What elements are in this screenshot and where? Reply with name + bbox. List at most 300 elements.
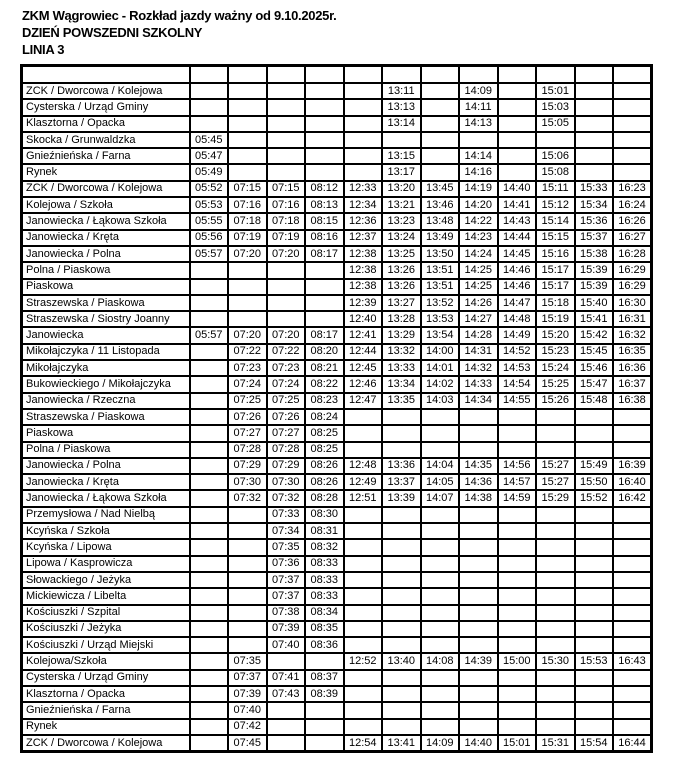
- departure-time-cell: 13:15: [382, 148, 421, 164]
- departure-time-cell: [613, 99, 652, 115]
- departure-time-cell: 16:23: [613, 181, 652, 197]
- departure-time-cell: 14:59: [498, 490, 537, 506]
- departure-time-cell: [613, 425, 652, 441]
- departure-time-cell: [190, 409, 229, 425]
- departure-time-cell: 15:24: [536, 360, 575, 376]
- departure-time-cell: [536, 637, 575, 653]
- departure-time-cell: 13:48: [421, 213, 460, 229]
- departure-time-cell: [305, 311, 344, 327]
- departure-time-cell: [498, 116, 537, 132]
- departure-time-cell: 07:22: [267, 344, 306, 360]
- departure-time-cell: [536, 621, 575, 637]
- departure-time-cell: [305, 295, 344, 311]
- departure-time-cell: 15:17: [536, 262, 575, 278]
- departure-time-cell: 07:39: [267, 621, 306, 637]
- departure-time-cell: 07:19: [267, 230, 306, 246]
- departure-time-cell: 16:40: [613, 474, 652, 490]
- departure-time-cell: 13:33: [382, 360, 421, 376]
- departure-time-cell: [344, 148, 383, 164]
- timetable-body: [22, 66, 652, 752]
- departure-time-cell: 15:42: [575, 327, 614, 343]
- departure-time-cell: [536, 670, 575, 686]
- table-row: [22, 148, 652, 164]
- departure-time-cell: [575, 637, 614, 653]
- departure-time-cell: [382, 409, 421, 425]
- stop-name-cell: Straszewska / Piaskowa: [22, 409, 190, 425]
- departure-time-cell: [575, 442, 614, 458]
- departure-time-cell: [613, 686, 652, 702]
- departure-time-cell: [613, 66, 652, 84]
- departure-time-cell: 08:32: [305, 539, 344, 555]
- departure-time-cell: 13:32: [382, 344, 421, 360]
- departure-time-cell: [575, 556, 614, 572]
- departure-time-cell: 15:41: [575, 311, 614, 327]
- departure-time-cell: 13:45: [421, 181, 460, 197]
- departure-time-cell: 07:30: [228, 474, 267, 490]
- departure-time-cell: [190, 539, 229, 555]
- departure-time-cell: 15:01: [536, 83, 575, 99]
- departure-time-cell: [459, 556, 498, 572]
- departure-time-cell: 13:36: [382, 458, 421, 474]
- stop-name-cell: ZCK / Dworcowa / Kolejowa: [22, 83, 190, 99]
- departure-time-cell: [344, 719, 383, 735]
- departure-time-cell: [459, 702, 498, 718]
- departure-time-cell: [190, 588, 229, 604]
- departure-time-cell: [459, 621, 498, 637]
- table-row: [22, 409, 652, 425]
- departure-time-cell: [613, 719, 652, 735]
- departure-time-cell: 08:25: [305, 442, 344, 458]
- departure-time-cell: 07:18: [267, 213, 306, 229]
- departure-time-cell: 14:57: [498, 474, 537, 490]
- departure-time-cell: 15:54: [575, 735, 614, 752]
- departure-time-cell: [382, 66, 421, 84]
- departure-time-cell: 13:39: [382, 490, 421, 506]
- departure-time-cell: 12:40: [344, 311, 383, 327]
- departure-time-cell: 07:16: [228, 197, 267, 213]
- departure-time-cell: 13:37: [382, 474, 421, 490]
- departure-time-cell: 05:49: [190, 164, 229, 180]
- departure-time-cell: 07:26: [228, 409, 267, 425]
- departure-time-cell: 08:33: [305, 588, 344, 604]
- stop-name-cell: Piaskowa: [22, 279, 190, 295]
- departure-time-cell: 13:21: [382, 197, 421, 213]
- departure-time-cell: [421, 621, 460, 637]
- departure-time-cell: 08:24: [305, 409, 344, 425]
- departure-time-cell: 07:23: [228, 360, 267, 376]
- departure-time-cell: [575, 686, 614, 702]
- departure-time-cell: [421, 572, 460, 588]
- table-row: [22, 474, 652, 490]
- table-row: [22, 670, 652, 686]
- departure-time-cell: 08:28: [305, 490, 344, 506]
- departure-time-cell: 13:11: [382, 83, 421, 99]
- stop-name-cell: Janowiecka / Rzeczna: [22, 393, 190, 409]
- stop-name-cell: Klasztorna / Opacka: [22, 116, 190, 132]
- departure-time-cell: 14:23: [459, 230, 498, 246]
- departure-time-cell: 12:45: [344, 360, 383, 376]
- departure-time-cell: [575, 164, 614, 180]
- departure-time-cell: 13:14: [382, 116, 421, 132]
- departure-time-cell: 15:36: [575, 213, 614, 229]
- departure-time-cell: [613, 523, 652, 539]
- departure-time-cell: [190, 262, 229, 278]
- departure-time-cell: [421, 66, 460, 84]
- stop-name-cell: Janowiecka / Polna: [22, 246, 190, 262]
- departure-time-cell: [228, 621, 267, 637]
- departure-time-cell: [498, 425, 537, 441]
- departure-time-cell: 08:36: [305, 637, 344, 653]
- departure-time-cell: 14:25: [459, 279, 498, 295]
- table-row: [22, 197, 652, 213]
- departure-time-cell: [190, 637, 229, 653]
- departure-time-cell: 12:38: [344, 262, 383, 278]
- departure-time-cell: [421, 637, 460, 653]
- departure-time-cell: 07:37: [228, 670, 267, 686]
- departure-time-cell: [498, 539, 537, 555]
- departure-time-cell: [190, 653, 229, 669]
- departure-time-cell: [228, 588, 267, 604]
- table-row: [22, 279, 652, 295]
- departure-time-cell: [613, 572, 652, 588]
- departure-time-cell: 12:36: [344, 213, 383, 229]
- departure-time-cell: 07:29: [267, 458, 306, 474]
- table-row: [22, 572, 652, 588]
- departure-time-cell: [344, 132, 383, 148]
- departure-time-cell: 14:16: [459, 164, 498, 180]
- departure-time-cell: 15:11: [536, 181, 575, 197]
- departure-time-cell: 16:37: [613, 376, 652, 392]
- departure-time-cell: 08:37: [305, 670, 344, 686]
- stop-name-cell: Skocka / Grunwaldzka: [22, 132, 190, 148]
- departure-time-cell: [305, 653, 344, 669]
- table-row: [22, 164, 652, 180]
- table-row: [22, 458, 652, 474]
- departure-time-cell: 16:29: [613, 262, 652, 278]
- departure-time-cell: [267, 116, 306, 132]
- departure-time-cell: [267, 719, 306, 735]
- departure-time-cell: 14:56: [498, 458, 537, 474]
- departure-time-cell: 16:32: [613, 327, 652, 343]
- departure-time-cell: [344, 66, 383, 84]
- departure-time-cell: 16:27: [613, 230, 652, 246]
- departure-time-cell: [575, 409, 614, 425]
- departure-time-cell: [228, 164, 267, 180]
- departure-time-cell: [344, 164, 383, 180]
- departure-time-cell: 13:23: [382, 213, 421, 229]
- departure-time-cell: [613, 148, 652, 164]
- departure-time-cell: 07:38: [267, 605, 306, 621]
- departure-time-cell: [459, 523, 498, 539]
- departure-time-cell: [498, 621, 537, 637]
- stop-name-cell: Gnieźnieńska / Farna: [22, 702, 190, 718]
- departure-time-cell: 15:39: [575, 262, 614, 278]
- departure-time-cell: 15:31: [536, 735, 575, 752]
- departure-time-cell: 14:09: [459, 83, 498, 99]
- departure-time-cell: [421, 523, 460, 539]
- departure-time-cell: [228, 116, 267, 132]
- departure-time-cell: [190, 442, 229, 458]
- departure-time-cell: 08:34: [305, 605, 344, 621]
- departure-time-cell: 15:46: [575, 360, 614, 376]
- departure-time-cell: 12:49: [344, 474, 383, 490]
- departure-time-cell: [228, 132, 267, 148]
- departure-time-cell: [613, 637, 652, 653]
- departure-time-cell: 15:03: [536, 99, 575, 115]
- departure-time-cell: [267, 295, 306, 311]
- departure-time-cell: 13:51: [421, 262, 460, 278]
- departure-time-cell: 16:36: [613, 360, 652, 376]
- stop-name-cell: Kościuszki / Jeżyka: [22, 621, 190, 637]
- stop-name-cell: Cysterska / Urząd Gminy: [22, 99, 190, 115]
- departure-time-cell: [382, 132, 421, 148]
- table-row: [22, 637, 652, 653]
- departure-time-cell: [382, 621, 421, 637]
- departure-time-cell: 12:46: [344, 376, 383, 392]
- stop-name-cell: Kcyńska / Lipowa: [22, 539, 190, 555]
- departure-time-cell: 07:19: [228, 230, 267, 246]
- departure-time-cell: 07:26: [267, 409, 306, 425]
- departure-time-cell: 13:40: [382, 653, 421, 669]
- departure-time-cell: [575, 588, 614, 604]
- departure-time-cell: 08:26: [305, 458, 344, 474]
- departure-time-cell: 07:42: [228, 719, 267, 735]
- departure-time-cell: 07:20: [228, 327, 267, 343]
- departure-time-cell: [228, 295, 267, 311]
- departure-time-cell: 07:16: [267, 197, 306, 213]
- departure-time-cell: [190, 279, 229, 295]
- departure-time-cell: 07:24: [228, 376, 267, 392]
- departure-time-cell: 08:13: [305, 197, 344, 213]
- departure-time-cell: [575, 148, 614, 164]
- departure-time-cell: 13:46: [421, 197, 460, 213]
- departure-time-cell: 14:02: [421, 376, 460, 392]
- departure-time-cell: 16:44: [613, 735, 652, 752]
- departure-time-cell: 15:53: [575, 653, 614, 669]
- departure-time-cell: 08:20: [305, 344, 344, 360]
- table-row: [22, 735, 652, 752]
- departure-time-cell: 14:01: [421, 360, 460, 376]
- table-row: [22, 523, 652, 539]
- departure-time-cell: 15:26: [536, 393, 575, 409]
- stop-name-cell: Kościuszki / Urząd Miejski: [22, 637, 190, 653]
- departure-time-cell: [536, 588, 575, 604]
- departure-time-cell: [498, 148, 537, 164]
- departure-time-cell: 07:33: [267, 507, 306, 523]
- departure-time-cell: [382, 523, 421, 539]
- departure-time-cell: 07:28: [228, 442, 267, 458]
- table-row: [22, 360, 652, 376]
- departure-time-cell: 15:05: [536, 116, 575, 132]
- departure-time-cell: 14:31: [459, 344, 498, 360]
- departure-time-cell: 07:39: [228, 686, 267, 702]
- table-row: [22, 425, 652, 441]
- departure-time-cell: [190, 99, 229, 115]
- departure-time-cell: [421, 686, 460, 702]
- departure-time-cell: [344, 556, 383, 572]
- departure-time-cell: [344, 686, 383, 702]
- departure-time-cell: [498, 409, 537, 425]
- departure-time-cell: 14:19: [459, 181, 498, 197]
- departure-time-cell: 16:43: [613, 653, 652, 669]
- departure-time-cell: 08:33: [305, 572, 344, 588]
- departure-time-cell: 07:37: [267, 572, 306, 588]
- departure-time-cell: 14:32: [459, 360, 498, 376]
- departure-time-cell: 05:56: [190, 230, 229, 246]
- departure-time-cell: [421, 83, 460, 99]
- departure-time-cell: 12:54: [344, 735, 383, 752]
- departure-time-cell: 13:13: [382, 99, 421, 115]
- schedule-type-subtitle: DZIEŃ POWSZEDNI SZKOLNY: [22, 25, 203, 40]
- departure-time-cell: 14:27: [459, 311, 498, 327]
- departure-time-cell: [228, 507, 267, 523]
- departure-time-cell: 08:17: [305, 246, 344, 262]
- stop-name-cell: Cysterska / Urząd Gminy: [22, 670, 190, 686]
- departure-time-cell: 15:27: [536, 474, 575, 490]
- departure-time-cell: 12:34: [344, 197, 383, 213]
- departure-time-cell: 15:17: [536, 279, 575, 295]
- header-row: [22, 66, 652, 84]
- departure-time-cell: [421, 507, 460, 523]
- departure-time-cell: [190, 735, 229, 752]
- departure-time-cell: 07:37: [267, 588, 306, 604]
- departure-time-cell: [498, 442, 537, 458]
- departure-time-cell: 14:34: [459, 393, 498, 409]
- departure-time-cell: [459, 409, 498, 425]
- line-number-label: LINIA 3: [22, 42, 65, 57]
- departure-time-cell: [459, 572, 498, 588]
- departure-time-cell: [228, 66, 267, 84]
- departure-time-cell: [421, 148, 460, 164]
- departure-time-cell: [190, 490, 229, 506]
- departure-time-cell: 14:55: [498, 393, 537, 409]
- departure-time-cell: [459, 719, 498, 735]
- stop-name-cell: Mikołajczyka: [22, 360, 190, 376]
- departure-time-cell: [459, 637, 498, 653]
- departure-time-cell: 14:41: [498, 197, 537, 213]
- departure-time-cell: 16:30: [613, 295, 652, 311]
- departure-time-cell: 14:39: [459, 653, 498, 669]
- departure-time-cell: 15:23: [536, 344, 575, 360]
- departure-time-cell: 07:20: [267, 246, 306, 262]
- stop-name-cell: Klasztorna / Opacka: [22, 686, 190, 702]
- departure-time-cell: [190, 507, 229, 523]
- departure-time-cell: [536, 425, 575, 441]
- departure-time-cell: [190, 66, 229, 84]
- departure-time-cell: [344, 99, 383, 115]
- departure-time-cell: [344, 588, 383, 604]
- departure-time-cell: [613, 507, 652, 523]
- departure-time-cell: 05:57: [190, 327, 229, 343]
- departure-time-cell: 05:45: [190, 132, 229, 148]
- departure-time-cell: 14:40: [459, 735, 498, 752]
- departure-time-cell: 08:30: [305, 507, 344, 523]
- departure-time-cell: [190, 458, 229, 474]
- departure-time-cell: [613, 621, 652, 637]
- departure-time-cell: 14:09: [421, 735, 460, 752]
- departure-time-cell: [459, 588, 498, 604]
- departure-time-cell: 08:25: [305, 425, 344, 441]
- departure-time-cell: 13:28: [382, 311, 421, 327]
- departure-time-cell: [190, 393, 229, 409]
- departure-time-cell: [575, 425, 614, 441]
- departure-time-cell: 12:38: [344, 279, 383, 295]
- table-row: [22, 490, 652, 506]
- departure-time-cell: 08:16: [305, 230, 344, 246]
- departure-time-cell: 07:22: [228, 344, 267, 360]
- departure-time-cell: 07:35: [228, 653, 267, 669]
- departure-time-cell: 15:27: [536, 458, 575, 474]
- stop-name-cell: Kolejowa / Szkoła: [22, 197, 190, 213]
- departure-time-cell: 07:25: [228, 393, 267, 409]
- departure-time-cell: [575, 572, 614, 588]
- departure-time-cell: 07:40: [267, 637, 306, 653]
- table-row: [22, 181, 652, 197]
- departure-time-cell: [575, 83, 614, 99]
- departure-time-cell: 13:35: [382, 393, 421, 409]
- departure-time-cell: 12:39: [344, 295, 383, 311]
- departure-time-cell: [190, 376, 229, 392]
- stop-name-cell: Janowiecka / Polna: [22, 458, 190, 474]
- departure-time-cell: 07:23: [267, 360, 306, 376]
- departure-time-cell: [228, 523, 267, 539]
- departure-time-cell: 14:36: [459, 474, 498, 490]
- table-row: [22, 213, 652, 229]
- table-row: [22, 588, 652, 604]
- departure-time-cell: 13:20: [382, 181, 421, 197]
- departure-time-cell: 16:24: [613, 197, 652, 213]
- departure-time-cell: 15:12: [536, 197, 575, 213]
- departure-time-cell: [305, 279, 344, 295]
- stop-name-cell: ZCK / Dworcowa / Kolejowa: [22, 735, 190, 752]
- departure-time-cell: [305, 735, 344, 752]
- departure-time-cell: 16:28: [613, 246, 652, 262]
- table-row: [22, 344, 652, 360]
- departure-time-cell: [228, 279, 267, 295]
- departure-time-cell: 14:03: [421, 393, 460, 409]
- departure-time-cell: 13:51: [421, 279, 460, 295]
- departure-time-cell: [575, 719, 614, 735]
- departure-time-cell: [421, 425, 460, 441]
- departure-time-cell: 08:26: [305, 474, 344, 490]
- departure-time-cell: [613, 670, 652, 686]
- departure-time-cell: 14:11: [459, 99, 498, 115]
- stop-name-cell: Rynek: [22, 719, 190, 735]
- departure-time-cell: [382, 442, 421, 458]
- departure-time-cell: [344, 637, 383, 653]
- departure-time-cell: 16:42: [613, 490, 652, 506]
- stop-name-cell: Janowiecka / Kręta: [22, 230, 190, 246]
- departure-time-cell: [190, 311, 229, 327]
- departure-time-cell: 14:47: [498, 295, 537, 311]
- departure-time-cell: 13:24: [382, 230, 421, 246]
- departure-time-cell: 16:31: [613, 311, 652, 327]
- stop-name-cell: Słowackiego / Jeżyka: [22, 572, 190, 588]
- departure-time-cell: 07:15: [267, 181, 306, 197]
- departure-time-cell: 07:41: [267, 670, 306, 686]
- departure-time-cell: [305, 148, 344, 164]
- departure-time-cell: [498, 132, 537, 148]
- departure-time-cell: 14:25: [459, 262, 498, 278]
- departure-time-cell: [498, 556, 537, 572]
- departure-time-cell: 07:25: [267, 393, 306, 409]
- departure-time-cell: [459, 670, 498, 686]
- departure-time-cell: 14:05: [421, 474, 460, 490]
- departure-time-cell: 13:53: [421, 311, 460, 327]
- departure-time-cell: [459, 507, 498, 523]
- departure-time-cell: 16:35: [613, 344, 652, 360]
- table-row: [22, 442, 652, 458]
